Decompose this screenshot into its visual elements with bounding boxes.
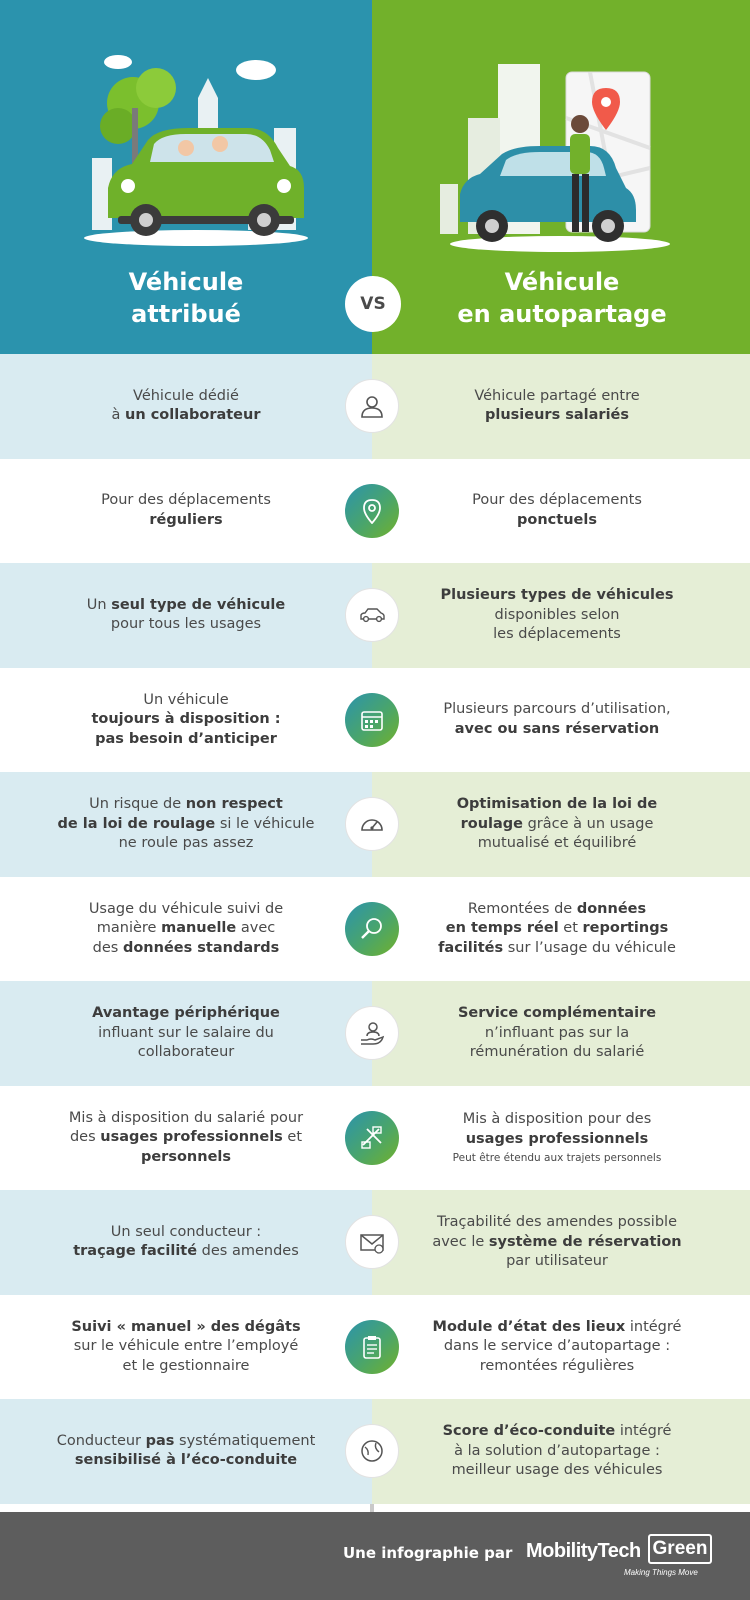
magnifier-icon bbox=[345, 902, 399, 956]
briefcase-swap-icon bbox=[345, 1111, 399, 1165]
clipboard-icon bbox=[345, 1320, 399, 1374]
assigned-text: avec bbox=[236, 920, 276, 936]
shared-text: par utilisateur bbox=[506, 1253, 608, 1269]
shared-text: grâce à un usage bbox=[522, 815, 654, 832]
assigned-text: sensibilisé à l’éco-conduite bbox=[74, 1452, 298, 1469]
assigned-text: un collaborateur bbox=[125, 407, 261, 424]
shared-car-illustration bbox=[440, 58, 680, 254]
shared-vehicle-cell bbox=[372, 459, 750, 564]
assigned-text: pas bbox=[145, 1432, 175, 1449]
shared-text: Plusieurs parcours d’utilisation, bbox=[443, 701, 671, 718]
left-column-title bbox=[86, 266, 286, 330]
shared-text: avec ou sans réservation bbox=[454, 720, 660, 737]
shared-text: rémunération du salarié bbox=[469, 1044, 645, 1060]
user-icon bbox=[345, 379, 399, 433]
right-column-title bbox=[430, 266, 694, 330]
assigned-vehicle-cell bbox=[0, 772, 372, 877]
assigned-vehicle-cell bbox=[0, 877, 372, 982]
shared-text: disponibles selon bbox=[494, 606, 620, 623]
shared-text: Service complémentaire bbox=[457, 1005, 657, 1021]
assigned-text: et le gestionnaire bbox=[122, 1357, 250, 1374]
assigned-text: Mis à disposition du salarié pour bbox=[68, 1109, 304, 1126]
assigned-text: si le véhicule bbox=[215, 815, 315, 832]
shared-vehicle-cell bbox=[372, 1190, 750, 1295]
assigned-text: seul type de véhicule bbox=[111, 596, 286, 613]
shared-text: remontées régulières bbox=[479, 1357, 635, 1374]
shared-text: roulage bbox=[460, 815, 523, 832]
assigned-text: Suivi « manuel » des dégâts bbox=[71, 1318, 301, 1335]
shared-text: mutualisé et équilibré bbox=[477, 835, 637, 851]
speedometer-icon bbox=[345, 797, 399, 851]
assigned-text: collaborateur bbox=[137, 1044, 235, 1060]
shared-text: reportings bbox=[582, 920, 669, 936]
mobilitytech-green-logo bbox=[526, 1526, 726, 1586]
assigned-vehicle-cell bbox=[0, 668, 372, 773]
shared-text: facilités bbox=[438, 939, 504, 956]
assigned-text: manuelle bbox=[161, 920, 237, 936]
shared-text: les déplacements bbox=[493, 626, 621, 642]
assigned-text: manière bbox=[96, 920, 162, 936]
assigned-text: et bbox=[282, 1129, 303, 1145]
assigned-text: influant sur le salaire du bbox=[98, 1024, 274, 1041]
assigned-text: Pour des déplacements bbox=[101, 492, 271, 509]
logo-part1: MobilityTech bbox=[526, 1540, 641, 1562]
header bbox=[0, 0, 750, 354]
assigned-text: pour tous les usages bbox=[110, 616, 262, 633]
assigned-text: traçage facilité bbox=[73, 1243, 198, 1260]
assigned-text: usages professionnels bbox=[100, 1129, 283, 1145]
right-title-line1: Véhicule bbox=[504, 268, 620, 296]
right-title-line2: en autopartage bbox=[457, 300, 667, 328]
assigned-text: sur le véhicule entre l’employé bbox=[73, 1338, 299, 1354]
assigned-text: non respect bbox=[185, 796, 283, 812]
shared-text: plusieurs salariés bbox=[484, 407, 630, 424]
assigned-vehicle-cell bbox=[0, 981, 372, 1086]
assigned-text: Véhicule dédié bbox=[133, 387, 239, 404]
shared-text: Mis à disposition pour des bbox=[462, 1111, 652, 1128]
shared-text: Optimisation de la loi de bbox=[456, 796, 658, 812]
left-title-line1: Véhicule bbox=[128, 268, 244, 296]
assigned-text: ne roule pas assez bbox=[118, 835, 254, 851]
shared-vehicle-cell bbox=[372, 1399, 750, 1504]
shared-vehicle-cell bbox=[372, 354, 750, 459]
shared-vehicle-cell bbox=[372, 563, 750, 668]
car-icon bbox=[345, 588, 399, 642]
assigned-text: Avantage périphérique bbox=[92, 1005, 280, 1021]
shared-text: Véhicule partagé entre bbox=[474, 387, 640, 404]
shared-text: Pour des déplacements bbox=[472, 492, 642, 509]
shared-text: usages professionnels bbox=[465, 1130, 649, 1147]
shared-text: système de réservation bbox=[488, 1233, 682, 1250]
hand-user-icon bbox=[345, 1006, 399, 1060]
footer bbox=[0, 1512, 750, 1600]
assigned-text: Un véhicule bbox=[143, 691, 229, 708]
shared-text: à la solution d’autopartage : bbox=[454, 1442, 660, 1459]
shared-text: intégré bbox=[625, 1318, 682, 1335]
assigned-text: toujours à disposition : bbox=[91, 711, 281, 727]
assigned-vehicle-cell bbox=[0, 1190, 372, 1295]
assigned-vehicle-cell bbox=[0, 1295, 372, 1400]
assigned-text: à bbox=[111, 407, 125, 424]
assigned-text: de la loi de roulage bbox=[57, 815, 216, 832]
shared-text: en temps réel bbox=[445, 920, 559, 936]
shared-vehicle-cell bbox=[372, 981, 750, 1086]
shared-vehicle-cell bbox=[372, 1086, 750, 1191]
assigned-car-illustration bbox=[78, 48, 314, 248]
shared-text: Module d’état des lieux bbox=[432, 1318, 626, 1335]
shared-text: Traçabilité des amendes possible bbox=[436, 1214, 677, 1230]
shared-vehicle-cell bbox=[372, 668, 750, 773]
assigned-text: des amendes bbox=[197, 1243, 299, 1260]
shared-text: n’influant pas sur la bbox=[484, 1024, 630, 1041]
shared-vehicle-cell bbox=[372, 877, 750, 982]
shared-vehicle-cell bbox=[372, 772, 750, 877]
shared-text: Remontées de bbox=[467, 900, 577, 917]
assigned-vehicle-cell bbox=[0, 563, 372, 668]
left-title-line2: attribué bbox=[131, 300, 241, 328]
assigned-text: Un bbox=[86, 596, 112, 613]
assigned-vehicle-cell bbox=[0, 459, 372, 564]
assigned-vehicle-cell bbox=[0, 1086, 372, 1191]
assigned-vehicle-cell bbox=[0, 354, 372, 459]
shared-text: avec le bbox=[432, 1233, 489, 1250]
shared-text: dans le service d’autopartage : bbox=[443, 1338, 671, 1354]
assigned-text: données standards bbox=[122, 939, 280, 956]
envelope-icon bbox=[345, 1215, 399, 1269]
logo-part2: Green bbox=[648, 1534, 712, 1564]
assigned-text: Un seul conducteur : bbox=[110, 1223, 262, 1240]
shared-text: et bbox=[558, 920, 583, 936]
shared-note-text: Peut être étendu aux trajets personnels bbox=[452, 1152, 662, 1165]
assigned-text: réguliers bbox=[149, 511, 223, 528]
comparison-rows bbox=[0, 354, 750, 1504]
eco-globe-icon bbox=[345, 1424, 399, 1478]
location-pin-icon bbox=[345, 484, 399, 538]
assigned-text: systématiquement bbox=[174, 1432, 316, 1449]
shared-text: Score d’éco-conduite bbox=[442, 1423, 616, 1439]
vs-badge: VS bbox=[345, 276, 401, 332]
calendar-icon bbox=[345, 693, 399, 747]
shared-text: ponctuels bbox=[517, 511, 597, 528]
assigned-text: Un risque de bbox=[89, 796, 186, 812]
assigned-text: des bbox=[92, 939, 123, 956]
shared-text: intégré bbox=[615, 1423, 672, 1439]
shared-vehicle-cell bbox=[372, 1295, 750, 1400]
shared-text: sur l’usage du véhicule bbox=[503, 939, 676, 956]
shared-text: données bbox=[576, 900, 647, 917]
assigned-text: personnels bbox=[140, 1148, 232, 1165]
shared-text: meilleur usage des véhicules bbox=[451, 1462, 663, 1478]
assigned-text: des bbox=[69, 1129, 101, 1145]
assigned-vehicle-cell bbox=[0, 1399, 372, 1504]
assigned-text: Usage du véhicule suivi de bbox=[88, 900, 284, 917]
footer-credit-text: Une infographie par bbox=[343, 1544, 513, 1562]
assigned-text: Conducteur bbox=[56, 1432, 146, 1449]
shared-text: Plusieurs types de véhicules bbox=[440, 587, 674, 603]
assigned-text: pas besoin d’anticiper bbox=[95, 730, 277, 747]
logo-tagline: Making Things Move bbox=[624, 1568, 698, 1577]
